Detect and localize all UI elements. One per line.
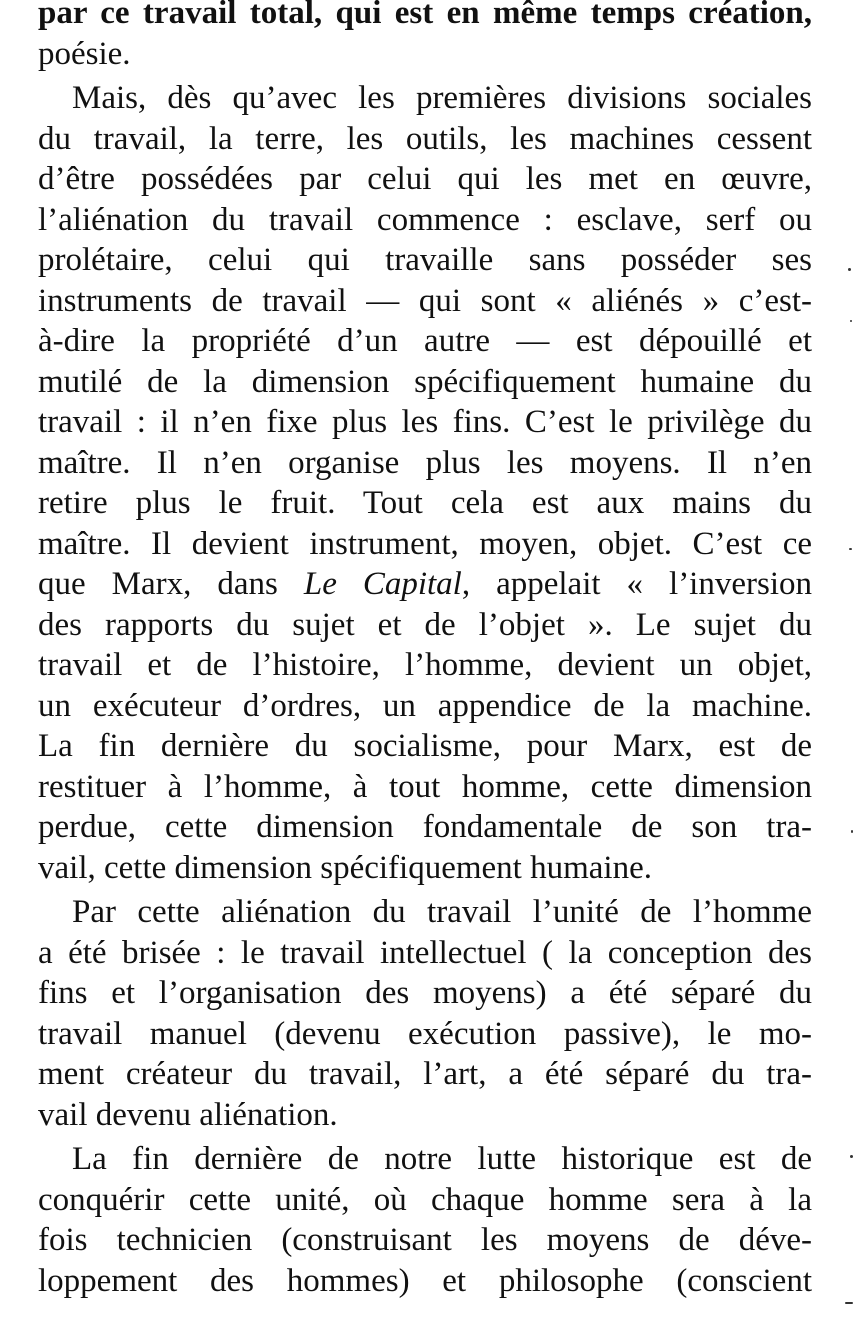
text-line: La fin dernière du socialisme, pour Marx, est de [38, 728, 812, 764]
paragraph-3 [38, 1139, 812, 1301]
text-line: du travail, la terre, les outils, les machines cessent [38, 120, 812, 157]
text-line: par ce travail total, qui est en même temps création, [38, 0, 812, 31]
text-line: Mais, dès qu’avec les premières divisions sociales [72, 80, 812, 116]
text-fragment: que Marx, dans [38, 566, 304, 602]
text-line: des rapports du sujet et de l’objet ». Le sujet du [38, 606, 812, 643]
paragraph-0 [38, 0, 812, 74]
text-line: un exécuteur d’ordres, un appendice de la machine. [38, 687, 812, 724]
text-line: conquérir cette unité, où chaque homme sera à la [38, 1181, 812, 1218]
text-line: maître. Il n’en organise plus les moyens. Il n’en [38, 444, 812, 481]
text-line: ment créateur du travail, l’art, a été séparé du tra- [38, 1056, 812, 1092]
text-line: a été brisée : le travail intellectuel ( la conception des [38, 934, 812, 971]
text-line: loppement des hommes) et philosophe (conscient [38, 1262, 812, 1299]
text-line [38, 564, 812, 605]
text-line: maître. Il devient instrument, moyen, objet. C’est ce [38, 525, 812, 562]
scan-speck [850, 1155, 853, 1158]
text-line: travail et de l’histoire, l’homme, devient un objet, [38, 647, 812, 683]
scan-speck [845, 1302, 853, 1304]
text-line: prolétaire, celui qui travaille sans posséder ses [38, 242, 812, 278]
scan-speck [849, 548, 852, 550]
text-line: retire plus le fruit. Tout cela est aux mains du [38, 485, 812, 521]
text-line: d’être possédées par celui qui les met en œuvre, [38, 161, 812, 197]
text-line: Par cette aliénation du travail l’unité de l’homme [72, 894, 812, 930]
text-line: instruments de travail — qui sont « aliénés » c’est- [38, 282, 812, 319]
text-line: fins et l’organisation des moyens) a été séparé du [38, 975, 812, 1011]
text-line: mutilé de la dimension spécifiquement humaine du [38, 363, 812, 400]
scan-speck [851, 830, 853, 833]
text-line: vail, cette dimension spécifiquement humaine. [38, 849, 652, 886]
text-line: à-dire la propriété d’un autre — est dépouillé et [38, 323, 812, 359]
scan-speck [850, 320, 852, 322]
book-title: Le Capital [303, 566, 462, 602]
paragraph-1 [38, 78, 812, 888]
document-page [38, 0, 812, 1301]
text-fragment: , appelait « l’inversion [461, 566, 812, 602]
text-line: restituer à l’homme, à tout homme, cette dimension [38, 768, 812, 805]
text-line: travail manuel (devenu exécution passive), le mo- [38, 1015, 812, 1052]
scan-speck [848, 268, 851, 271]
paragraph-2 [38, 892, 812, 1135]
text-line: poésie. [38, 35, 131, 72]
text-line: fois technicien (construisant les moyens de déve- [38, 1222, 812, 1258]
text-line: La fin dernière de notre lutte historique est de [72, 1141, 812, 1177]
text-line: travail : il n’en fixe plus les fins. C’est le privilège du [38, 404, 812, 440]
text-line: vail devenu aliénation. [38, 1096, 338, 1133]
text-line: perdue, cette dimension fondamentale de son tra- [38, 809, 812, 845]
text-line: l’aliénation du travail commence : esclave, serf ou [38, 201, 812, 238]
